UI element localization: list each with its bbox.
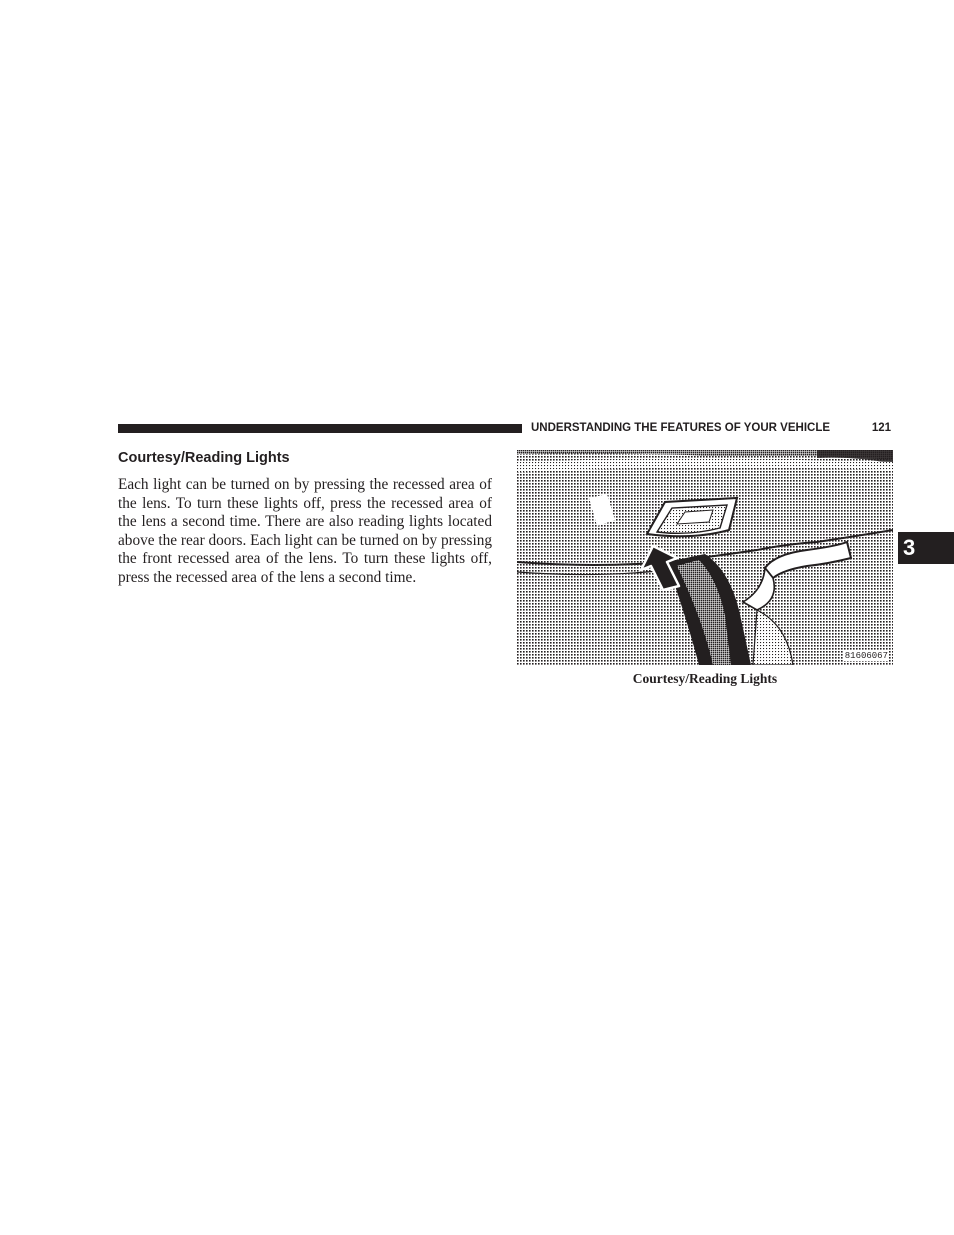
illustration-drawing — [517, 450, 893, 665]
figure-caption: Courtesy/Reading Lights — [632, 671, 778, 686]
header-rule — [118, 424, 522, 433]
section-body: Each light can be turned on by pressing the recessed area of the lens. To turn these lights off, press the recessed area of the lens a second time. There are also reading lights located above the rear doors. Each light can be turned on by pressing the front recessed area of the lens. To turn these lights off, press the recessed area of the lens a second time. — [118, 476, 492, 586]
running-head-title: UNDERSTANDING THE FEATURES OF YOUR VEHICLE — [531, 422, 831, 434]
section-title: Courtesy/Reading Lights — [118, 450, 290, 466]
page-number: 121 — [871, 422, 891, 434]
figure-code: 81606067 — [844, 651, 888, 661]
chapter-tab: 3 — [898, 532, 954, 564]
running-head — [531, 420, 891, 436]
courtesy-light-illustration — [517, 450, 893, 665]
